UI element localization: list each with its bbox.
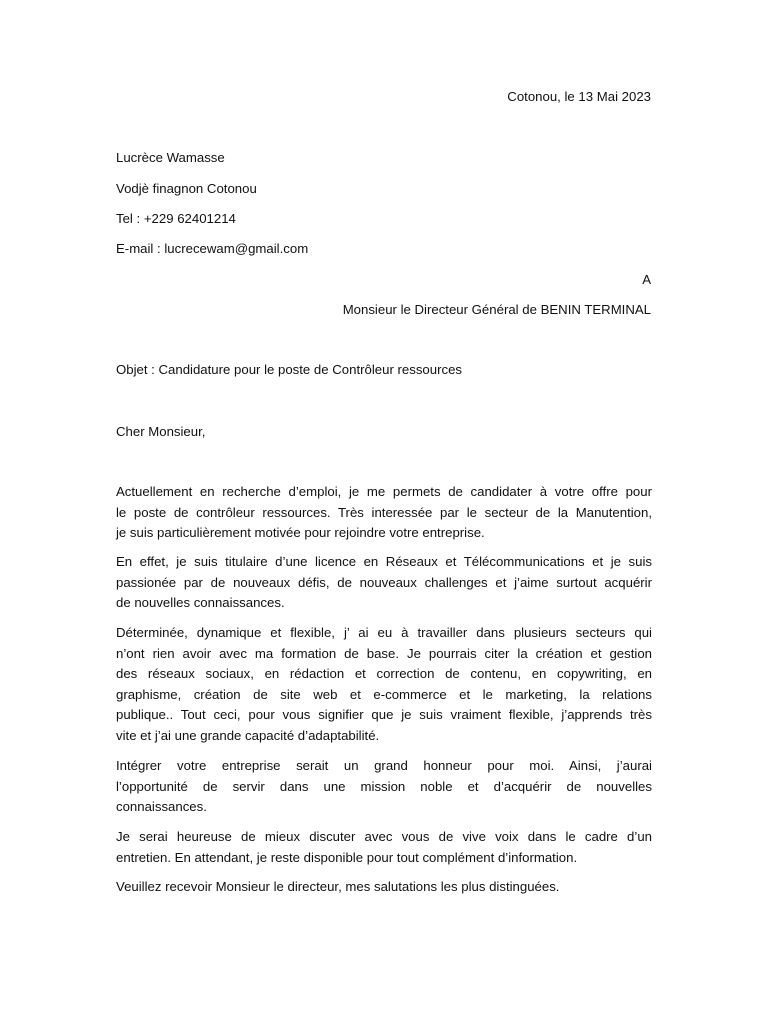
date-line: Cotonou, le 13 Mai 2023	[507, 89, 651, 104]
paragraph-line: je suis particulièrement motivée pour rejoindre votre entreprise.	[116, 525, 485, 541]
sender-email: E-mail : lucrecewam@gmail.com	[116, 241, 309, 256]
paragraph-line: l’opportunité de servir dans une mission noble et d’acquérir de nouvelles	[116, 778, 652, 794]
paragraph-2	[116, 552, 652, 614]
paragraph-line: des réseaux sociaux, en rédaction et correction de contenu, en copywriting, en	[116, 666, 652, 682]
recipient-prefix: A	[642, 272, 651, 287]
sender-phone: Tel : +229 62401214	[116, 211, 236, 226]
paragraph-line: graphisme, création de site web et e-commerce et le marketing, la relations	[116, 686, 652, 702]
paragraph-3	[116, 623, 652, 747]
paragraph-line: Déterminée, dynamique et flexible, j’ ai eu à travailler dans plusieurs secteurs qui	[116, 625, 652, 640]
paragraph-5	[116, 827, 652, 868]
paragraph-line: Actuellement en recherche d’emploi, je me permets de candidater à votre offre pour	[116, 484, 652, 499]
paragraph-line: vite et j’ai une grande capacité d’adaptabilité.	[116, 727, 380, 743]
recipient-name: Monsieur le Directeur Général de BENIN TERMINAL	[342, 302, 651, 317]
paragraph-line: de nouvelles connaissances.	[116, 595, 285, 611]
paragraph-line: En effet, je suis titulaire d’une licence en Réseaux et Télécommunications et je suis	[116, 554, 652, 569]
paragraph-line: Intégrer votre entreprise serait un grand honneur pour moi. Ainsi, j’aurai	[116, 758, 652, 773]
paragraph-line: Veuillez recevoir Monsieur le directeur, mes salutations les plus distinguées.	[116, 879, 560, 894]
paragraph-line: passionée par de nouveaux défis, de nouveaux challenges et j’aime surtout acquérir	[116, 574, 652, 590]
paragraph-line: publique.. Tout ceci, pour vous signifier que je suis vraiment flexible, j’apprends très	[116, 707, 652, 723]
paragraph-line: entretien. En attendant, je reste disponible pour tout complément d’information.	[116, 849, 578, 865]
paragraph-1	[116, 482, 652, 544]
sender-address: Vodjè finagnon Cotonou	[116, 181, 257, 196]
paragraph-line: le poste de contrôleur ressources. Très interessée par le secteur de la Manutention,	[116, 504, 652, 520]
paragraph-line: Je serai heureuse de mieux discuter avec vous de vive voix dans le cadre d’un	[116, 829, 652, 844]
subject-line: Objet : Candidature pour le poste de Contrôleur ressources	[116, 362, 462, 377]
sender-name: Lucrèce Wamasse	[116, 150, 225, 165]
paragraph-line: connaissances.	[116, 799, 207, 815]
paragraph-line: n’ont rien avoir avec ma formation de base. Je pourrais citer la création et gestion	[116, 645, 652, 661]
salutation: Cher Monsieur,	[116, 424, 206, 439]
paragraph-4	[116, 756, 652, 818]
closing-paragraph	[116, 877, 652, 898]
